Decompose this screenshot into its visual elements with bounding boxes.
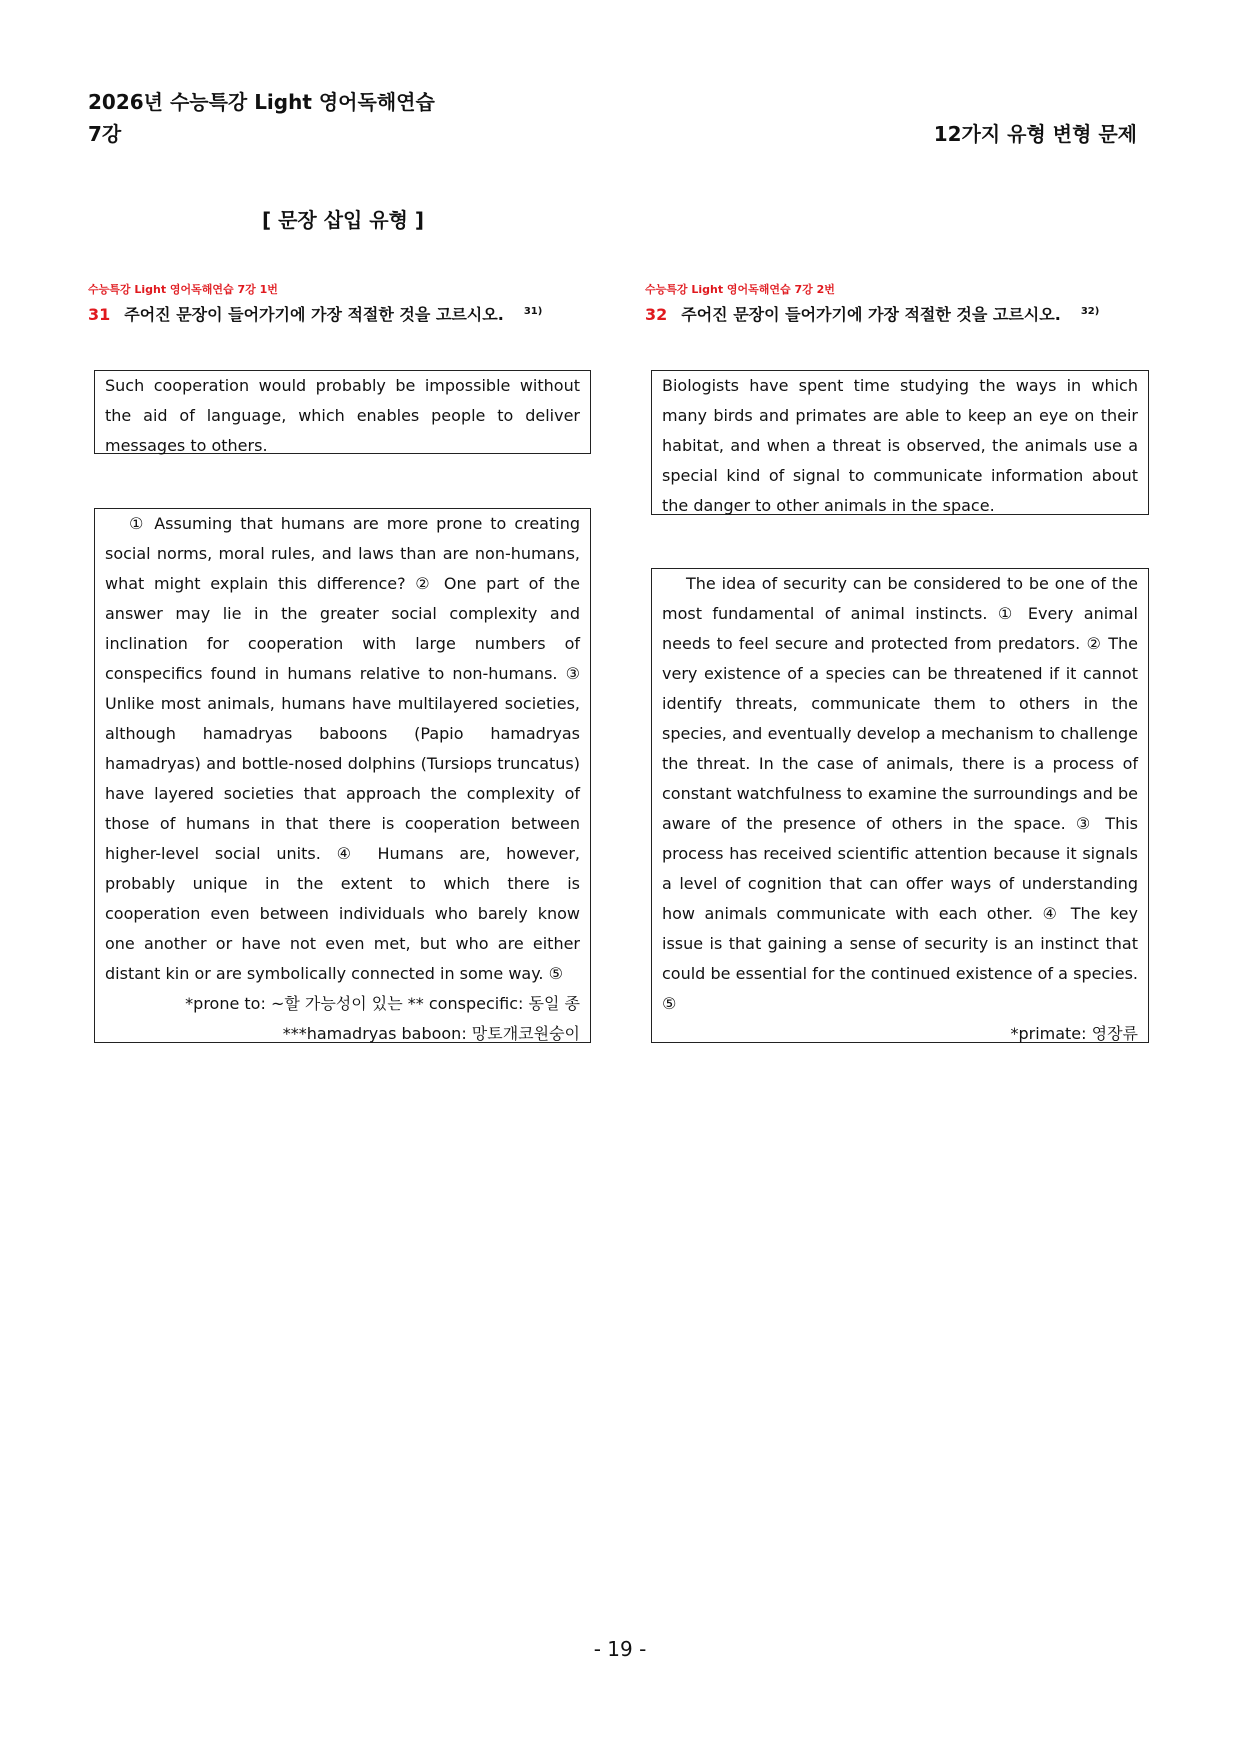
footnote-ref: 31) [523, 305, 543, 317]
question-source: 수능특강 Light 영어독해연습 7강 1번 [88, 283, 278, 296]
section-header-right: 12가지 유형 변형 문제 [933, 122, 1137, 146]
passage-text: ① Assuming that humans are more prone to creating social norms, moral rules, and laws than are non-humans, what might explain this difference? ② One part of the answer may lie in the greater social complexity and inclination for cooperation with large numbers of conspecifics found in humans relative to non-humans. ③ Unlike most animals, humans have multilayered societies, although hamadryas baboons (Papio hamadryas hamadryas) and bottle-nosed dolphins (Tursiops truncatus) have layered societies that approach the complexity of those of humans in that there is cooperation between higher-level social units. ④ Humans are, however, probably unique in the extent to which there is cooperation even between individuals who barely know one another or have not even met, but who are either distant kin or are symbolically connected in some way. ⑤ [105, 514, 580, 983]
given-sentence: Such cooperation would probably be impossible without the aid of language, which enables people to deliver messages to others. [105, 376, 580, 455]
question-heading [645, 302, 1099, 325]
question-source: 수능특강 Light 영어독해연습 7강 2번 [645, 283, 835, 296]
gloss-line: *primate: 영장류 [1010, 1024, 1138, 1043]
section-title: [ 문장 삽입 유형 ] [262, 208, 425, 232]
document-title: 2026년 수능특강 Light 영어독해연습 [88, 90, 435, 114]
question-instruction: 주어진 문장이 들어가기에 가장 적절한 것을 고르시오. [681, 305, 1061, 324]
footnote-ref: 32) [1080, 305, 1100, 317]
passage-box [651, 568, 1149, 1043]
lesson-label: 7강 [88, 122, 122, 146]
given-sentence-box [94, 370, 591, 454]
page-number: - 19 - [593, 1637, 647, 1661]
gloss-line: *prone to: ~할 가능성이 있는 ** conspecific: 동일 종 [185, 994, 580, 1013]
question-number: 31 [88, 305, 111, 324]
passage-text: The idea of security can be considered to be one of the most fundamental of animal instincts. ① Every animal needs to feel secure and protected from predators. ② The very existence of a species can be threatened if it cannot identify threats, communicate them to others in the species, and eventually develop a mechanism to challenge the threat. In the case of animals, there is a process of constant watchfulness to examine the surroundings and be aware of the presence of others in the space. ③ This process has received scientific attention because it signals a level of cognition that can offer ways of understanding how animals communicate with each other. ④ The key issue is that gaining a sense of security is an instinct that could be essential for the continued existence of a species. ⑤ [662, 574, 1138, 1013]
given-sentence: Biologists have spent time studying the ways in which many birds and primates are able to keep an eye on their habitat, and when a threat is observed, the animals use a special kind of signal to communicate information about the danger to other animals in the space. [662, 376, 1138, 515]
gloss-line: ***hamadryas baboon: 망토개코원숭이 [282, 1024, 580, 1043]
question-number: 32 [645, 305, 668, 324]
passage-box [94, 508, 591, 1043]
question-instruction: 주어진 문장이 들어가기에 가장 적절한 것을 고르시오. [124, 305, 504, 324]
question-heading [88, 302, 542, 325]
given-sentence-box [651, 370, 1149, 515]
